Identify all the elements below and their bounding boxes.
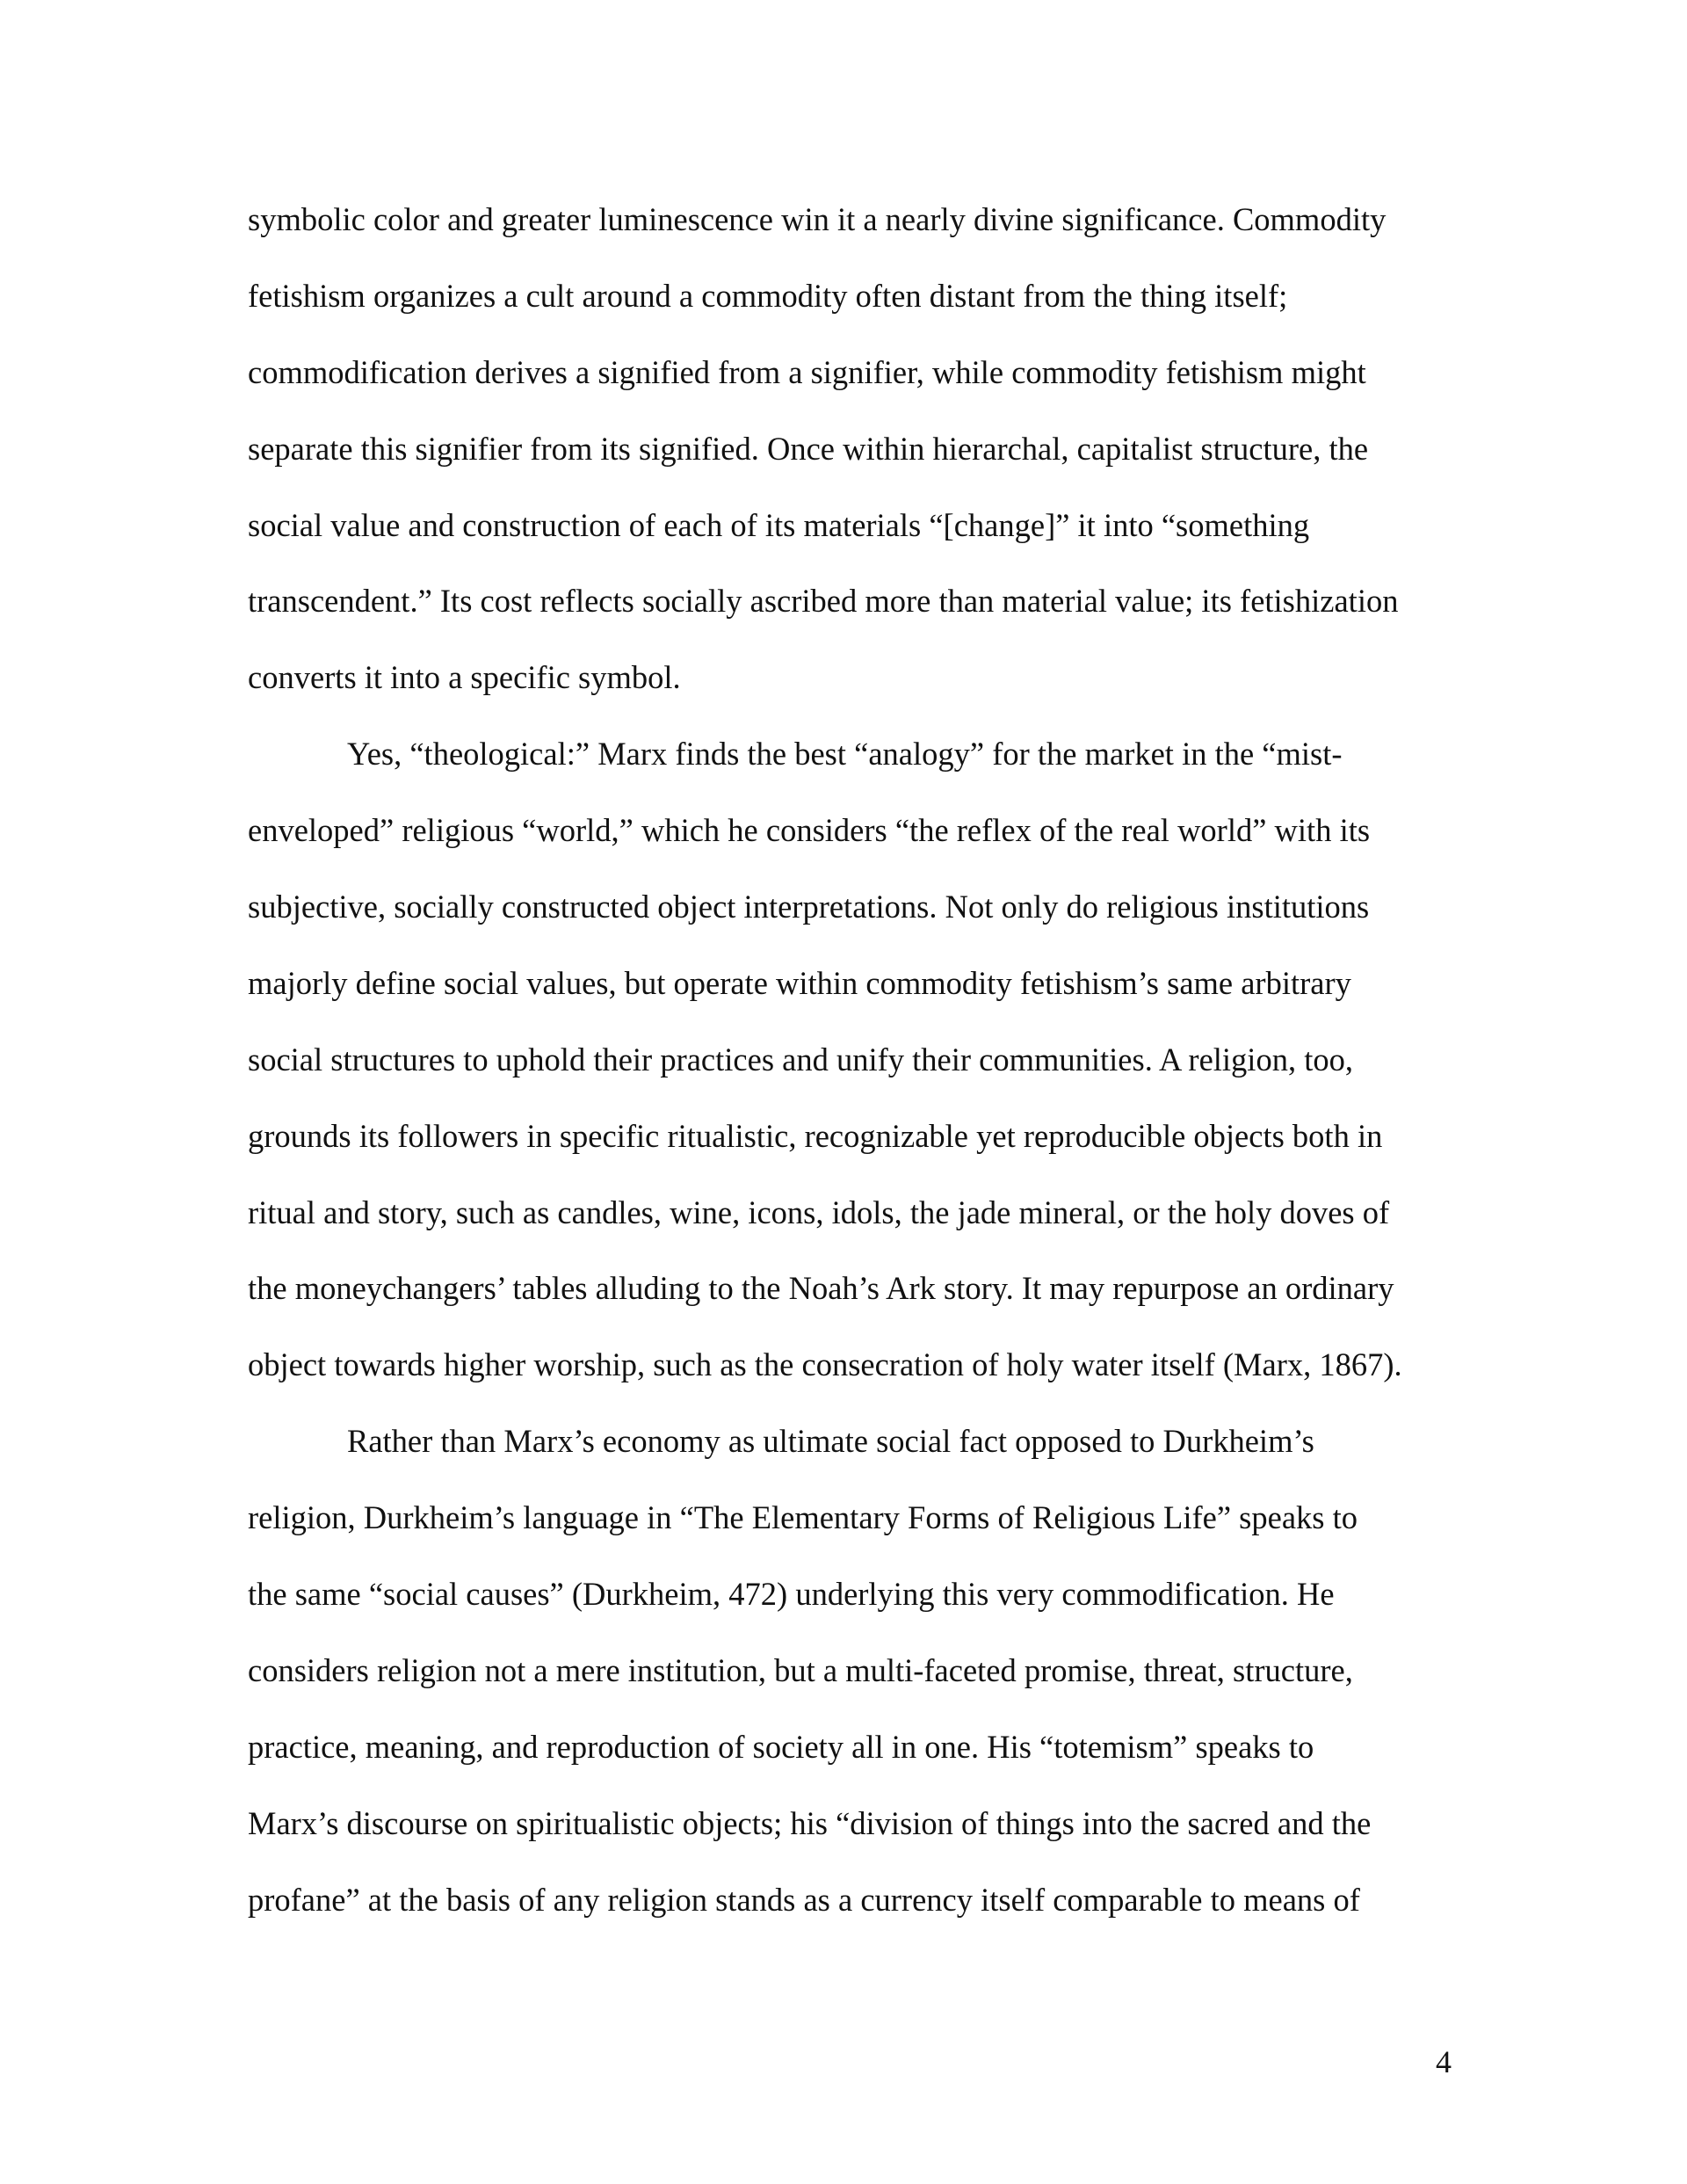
page-number: 4 <box>1436 2044 1452 2079</box>
text-line: subjective, socially constructed object interpretations. Not only do religious institutions <box>248 889 1370 925</box>
text-line: symbolic color and greater luminescence win it a nearly divine significance. Commodity <box>248 201 1387 237</box>
text-line: profane” at the basis of any religion stands as a currency itself comparable to means of <box>248 1881 1360 1918</box>
body-text <box>248 197 1452 1953</box>
paragraph-first-line: Yes, “theological:” Marx finds the best “analogy” for the market in the “mist- <box>347 736 1343 773</box>
text-line: considers religion not a mere institution, but a multi-faceted promise, threat, structure, <box>248 1651 1353 1688</box>
text-line: practice, meaning, and reproduction of society all in one. His “totemism” speaks to <box>248 1728 1314 1765</box>
text-line: social value and construction of each of its materials “[change]” it into “something <box>248 506 1310 543</box>
text-line: fetishism organizes a cult around a commodity often distant from the thing itself; <box>248 277 1288 314</box>
text-line: majorly define social values, but operate within commodity fetishism’s same arbitrary <box>248 964 1351 1001</box>
text-line: commodification derives a signified from a signifier, while commodity fetishism might <box>248 353 1366 390</box>
text-line: the same “social causes” (Durkheim, 472) underlying this very commodification. He <box>248 1576 1335 1613</box>
text-line: enveloped” religious “world,” which he considers “the reflex of the real world” with its <box>248 812 1371 849</box>
text-line: transcendent.” Its cost reflects socially ascribed more than material value; its fetishization <box>248 583 1399 620</box>
text-line: grounds its followers in specific ritualistic, recognizable yet reproducible objects both in <box>248 1117 1383 1154</box>
text-line: social structures to uphold their practices and unify their communities. A religion, too, <box>248 1041 1353 1077</box>
text-line: object towards higher worship, such as the consecration of holy water itself (Marx, 1867). <box>248 1346 1402 1383</box>
text-line: ritual and story, such as candles, wine, icons, idols, the jade mineral, or the holy doves of <box>248 1194 1390 1230</box>
paragraph-first-line: Rather than Marx’s economy as ultimate social fact opposed to Durkheim’s <box>347 1423 1314 1460</box>
text-line: converts it into a specific symbol. <box>248 659 681 696</box>
text-line: the moneychangers’ tables alluding to the Noah’s Ark story. It may repurpose an ordinary <box>248 1270 1394 1307</box>
text-line: Marx’s discourse on spiritualistic objects; his “division of things into the sacred and the <box>248 1804 1372 1841</box>
text-line: religion, Durkheim’s language in “The Elementary Forms of Religious Life” speaks to <box>248 1499 1358 1536</box>
text-line: separate this signifier from its signified. Once within hierarchal, capitalist structure, the <box>248 430 1369 467</box>
